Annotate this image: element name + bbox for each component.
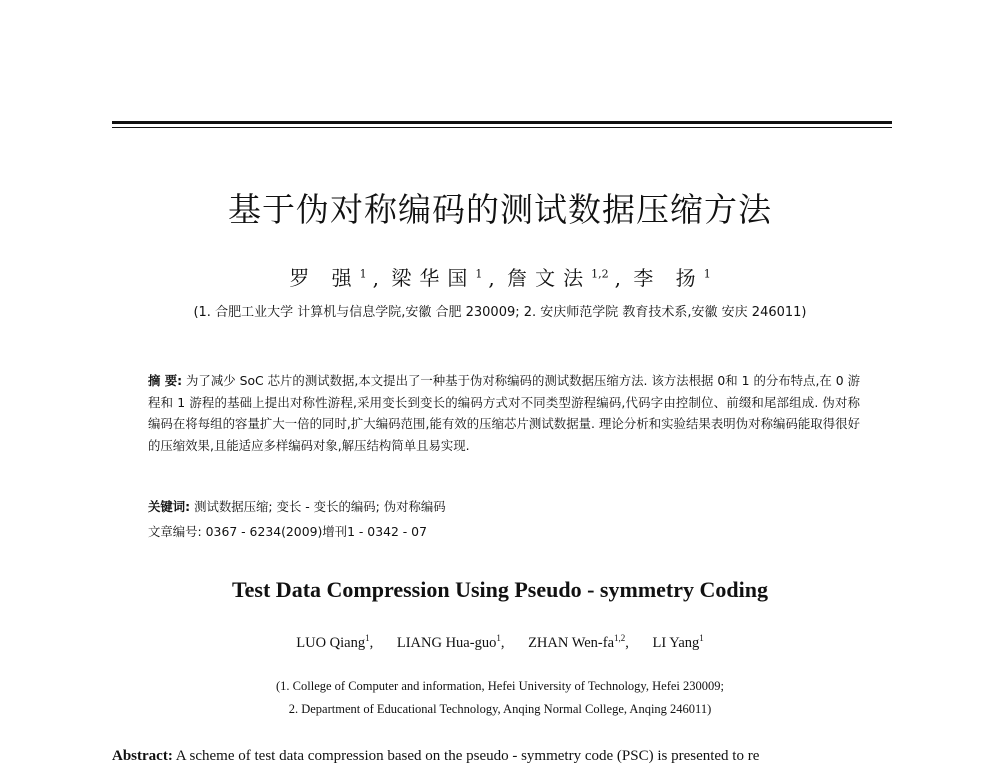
cn-author: 罗 强$^1$	[289, 266, 367, 290]
english-abstract	[112, 748, 892, 765]
chinese-keywords	[148, 497, 860, 515]
article-number: 文章编号: 0367 - 6234(2009)增刊1 - 0342 - 07	[148, 524, 427, 539]
cn-abstract-text: 为了减少 SoC 芯片的测试数据,本文提出了一种基于伪对称编码的测试数据压缩方法. 该方法根据 0和 1 的分布特点,在 0 游程和 1 游程的基础上提出对称性游程,采用变长到变长的编码方式对不同类型游程编码,代码字由控制位、前缀和尾部组成. 伪对称编码在将每组的容量扩大一倍的同时,扩大编码范围,能有效的压缩芯片测试数据量. 理论分析和实验结果表明伪对称编码能取得很好的压缩效果,且能适应多样编码对象,解压结构简单且易实现.	[148, 373, 860, 453]
english-title: Test Data Compression Using Pseudo - symmetry Coding	[232, 577, 768, 602]
cn-abstract-label: 摘 要:	[148, 373, 183, 388]
en-abstract-text: A scheme of test data compression based on the pseudo - symmetry code (PSC) is presented to re	[175, 748, 760, 764]
en-author: LIANG Hua-guo$^1$,	[396, 633, 505, 651]
chinese-affiliation: (1. 合肥工业大学 计算机与信息学院,安徽 合肥 230009; 2. 安庆师范学院 教育技术系,安徽 安庆 246011)	[193, 305, 807, 320]
cn-author: 梁华国$^1$	[391, 266, 483, 290]
en-author: LUO Qiang$^1$,	[296, 633, 374, 651]
english-affiliation-2: 2. Department of Educational Technology, Anqing Normal College, Anqing 246011)	[288, 702, 712, 716]
chinese-abstract	[148, 370, 860, 456]
chinese-authors: 罗 强$^1$ , 梁华国$^1$ , 詹文法$^{1,2}$ , 李 扬$^1$	[289, 266, 711, 290]
en-author: LI Yang$^1$	[652, 633, 704, 651]
cn-author: 李 扬$^1$	[633, 266, 711, 290]
top-rule-thin	[112, 127, 892, 128]
cn-keywords-text: 测试数据压缩; 变长 - 变长的编码; 伪对称编码	[194, 499, 446, 514]
en-author: ZHAN Wen-fa$^{1,2}$,	[528, 633, 629, 651]
cn-keywords-label: 关键词:	[148, 499, 191, 514]
top-rule-thick	[112, 121, 892, 124]
english-authors	[0, 633, 1000, 652]
en-abstract-label: Abstract:	[112, 748, 173, 764]
cn-author: 詹文法$^{1,2}$	[507, 266, 609, 290]
english-affiliation-1: (1. College of Computer and information, Hefei University of Technology, Hefei 230009;	[276, 679, 724, 693]
chinese-title: 基于伪对称编码的测试数据压缩方法	[228, 190, 772, 229]
